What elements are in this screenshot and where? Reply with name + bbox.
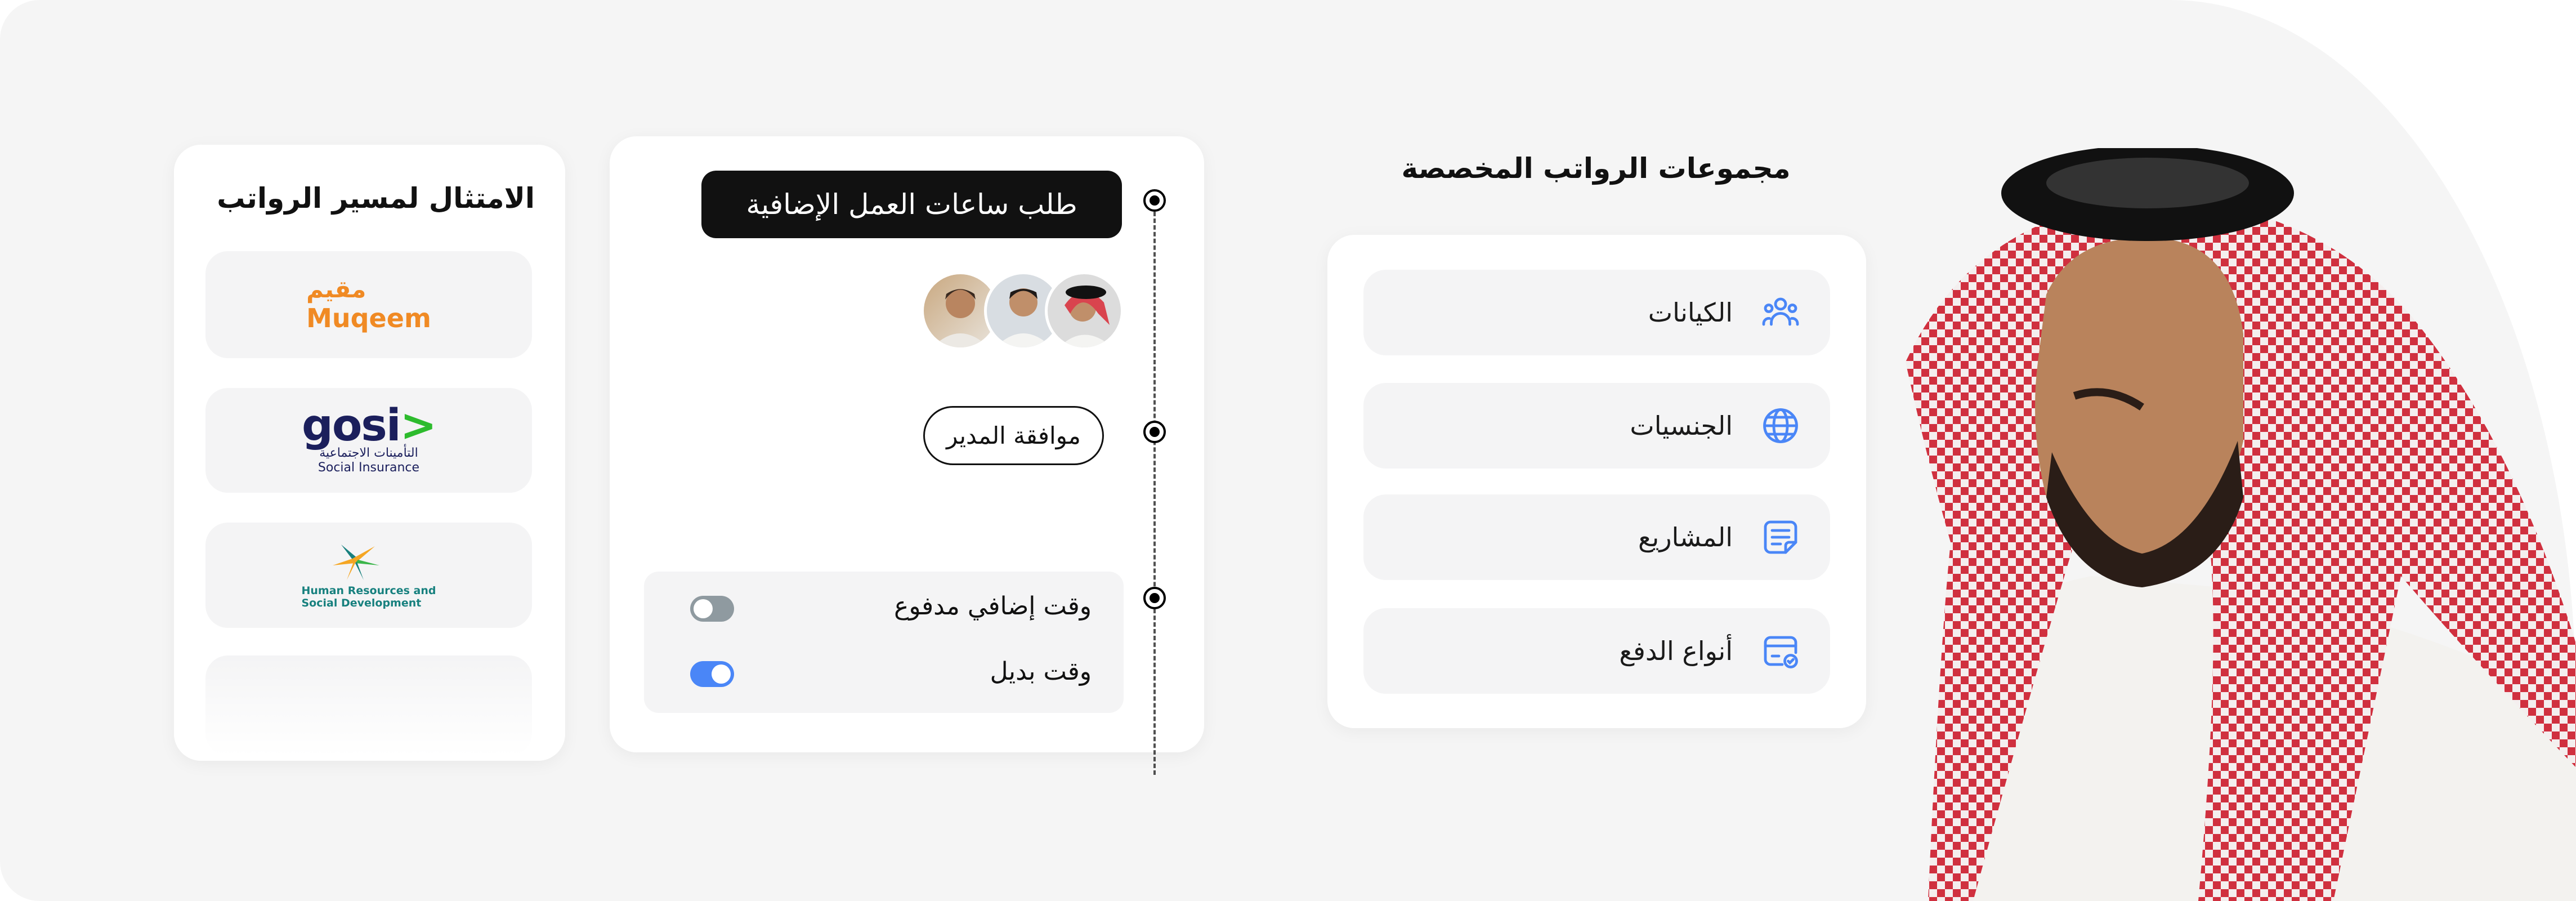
overtime-workflow-card [610, 136, 1204, 752]
hrsd-logo: Human Resources and Social Development [302, 542, 436, 609]
person-photo [1906, 148, 2576, 901]
avatar [1045, 271, 1124, 350]
palm-emblem-icon [330, 542, 381, 581]
gosi-tile[interactable] [205, 388, 532, 493]
payroll-groups-card [1327, 235, 1866, 728]
compensation-options-panel [644, 572, 1124, 713]
payment-card-icon [1760, 631, 1801, 671]
document-icon [1760, 517, 1801, 557]
hrsd-tile[interactable] [205, 523, 532, 628]
timeline-line [1153, 212, 1156, 775]
group-item-entities[interactable]: الكيانات [1363, 270, 1830, 355]
manager-approval-label[interactable]: موافقة المدير [923, 406, 1104, 465]
timeline-step-dot [1143, 587, 1166, 609]
compliance-title: الامتثال لمسير الرواتب [217, 182, 535, 215]
time-off-label: وقت بديل [990, 657, 1092, 686]
overtime-request-label[interactable]: طلب ساعات العمل الإضافية [701, 171, 1122, 238]
users-icon [1760, 292, 1801, 333]
muqeem-logo: مقيم Muqeem [306, 275, 431, 333]
timeline-step-dot [1143, 421, 1166, 443]
globe-icon [1760, 405, 1801, 446]
group-item-nationalities[interactable]: الجنسيات [1363, 383, 1830, 469]
gosi-logo: gosi> التأمينات الاجتماعية Social Insurance [302, 400, 436, 475]
paid-overtime-label: وقت إضافي مدفوع [894, 592, 1092, 621]
payroll-groups-title: مجموعات الرواتب المخصصة [1401, 152, 1791, 185]
time-off-toggle[interactable] [690, 661, 734, 687]
paid-overtime-toggle[interactable] [690, 596, 734, 622]
placeholder-tile [205, 655, 532, 756]
muqeem-tile[interactable] [205, 251, 532, 358]
group-item-projects[interactable]: المشاريع [1363, 494, 1830, 580]
group-item-payment-types[interactable]: أنواع الدفع [1363, 608, 1830, 694]
timeline-step-dot [1143, 189, 1166, 212]
compliance-card [174, 145, 565, 761]
